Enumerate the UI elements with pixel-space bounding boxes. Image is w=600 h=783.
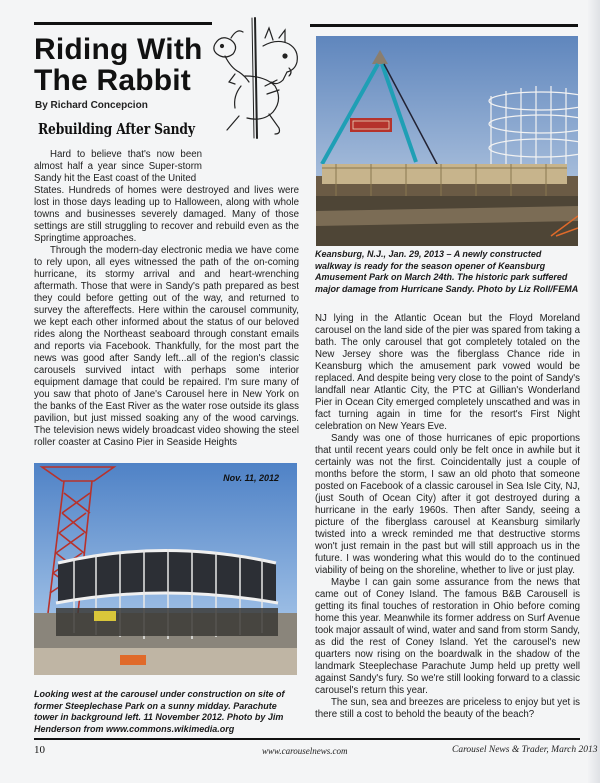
title-line-1: Riding With — [34, 33, 203, 66]
coney-island-photo — [34, 463, 297, 675]
photo-date-stamp: Nov. 11, 2012 — [223, 473, 279, 483]
paragraph: Sandy was one of those hurricanes of epic proportions that until recent years could only be felt once in awhile but it certainly was not the first. Coincidentally just a couple of months before the storm, I saw an old photo that someone posted on Facebook of a classic carousel in Sea Isle City, NJ, (just South of Ocean City) after it got destroyed during a hurricane in the early 1960s. Then after Sandy, seeing a picture of the fiberglass carousel at Keansburg similarly twisted into a wreck reminded me that destructive storms won't just remain in the past but will still approach us in the future. I was wondering what this would do to the continued viability of being on the shoreline, whether to live or just play. — [315, 433, 580, 576]
header-rule-right — [310, 24, 578, 27]
article-title — [34, 34, 214, 96]
paragraph: NJ lying in the Atlantic Ocean but the Floyd Moreland carousel on the land side of the pier was spared from taking a bath. The only carousel that got completely totaled on the New Jersey shore was the fiberglass Chance ride in Keansburg which the amusement park vowed would be replaced. And despite being very close to the point of Sandy's landfall near Atlantic City, the PTC at Gillian's Wonderland Pier in Ocean City emerged completely unscathed and was in fact turning again in time for the resort's First Night celebration on New Years Eve. — [315, 313, 580, 432]
keansburg-photo — [316, 36, 578, 246]
paragraph-intro: Hard to believe that's now been almost half a year since Super-storm Sandy hit the East coast of the United — [34, 149, 202, 184]
title-line-2: The Rabbit — [34, 64, 191, 97]
column-1-intro — [34, 149, 202, 185]
rabbit-horse-illustration — [205, 16, 305, 141]
website-link[interactable]: www.carouselnews.com — [262, 746, 348, 756]
page-number: 10 — [34, 744, 45, 756]
paragraph: States. Hundreds of homes were destroyed and lives were lost in those days leading up to Halloween, along with whole towns and businesses severely damaged. Many of those settings are still struggling to recover and rebuild even as the Springtime approaches. — [34, 185, 299, 244]
byline: By Richard Concepcion — [35, 100, 148, 111]
page-edge-shadow — [588, 0, 600, 783]
paragraph: Through the modern-day electronic media we have come to rely upon, all eyes witnessed the path of the on-coming hurricane, its stormy arrival and and heart-wrenching aftermath. Those that were in Sandy's path prepared as best they could before getting out of the way, and returned to survey the aftereffects. Here within the carousel community, we kept each other informed about the status of our beloved rides along the Northeast seaboard through constant emails and reports via Facebook. Thankfully, for the most part the news was good after Sandy left...all of the region's classic carousels survived intact with perhaps some interior equipment damage that could be repaired. I'm sure many of you saw that photo of Jane's Carousel here in New York on the banks of the East River as the water rose outside its glass pavilion, but just missed soaking any of the wood carvings. The television news widely broadcast video showing the steel roller coaster at Casino Pier in Seaside Heights — [34, 245, 299, 448]
paragraph: Maybe I can gain some assurance from the news that came out of Coney Island. The famous B&B Carousell is getting its final touches of restoration in Ohio before coming home this year. Meanwhile its former address on Surf Avenue took major assault of wind, water and sand from storm Sandy, as did the rest of Coney Island. Yet the carousel's new quarters now rising on the boardwalk in the shadow of the landmark Steeplechase Parachute Jump held up pretty well against Sandy's fury. So we're still looking forward to a classic carousel's return this year. — [315, 577, 580, 696]
paragraph: The sun, sea and breezes are priceless to enjoy but yet is there still a cost to behold the beauty of the beach? — [315, 697, 580, 720]
keansburg-caption: Keansburg, N.J., Jan. 29, 2013 – A newly constructed walkway is ready for the season opener of Keansburg Amusement Park on March 24th. The historic park suffered major damage from Hurricane Sandy. Photo by Liz Roll/FEMA — [315, 249, 579, 294]
header-rule-left — [34, 22, 212, 25]
issue-info: Carousel News & Trader, March 2013 — [452, 745, 598, 755]
column-2-text — [315, 313, 580, 721]
column-1-text — [34, 185, 299, 449]
section-subhead: Rebuilding After Sandy — [38, 120, 195, 138]
footer-rule — [34, 738, 580, 740]
coney-island-caption: Looking west at the carousel under construction on site of former Steeplechase Park on a sunny midday. Parachute tower in background left. 11 November 2012. Photo by Jim Henderson from www.commons.wikimedia.org — [34, 689, 285, 734]
